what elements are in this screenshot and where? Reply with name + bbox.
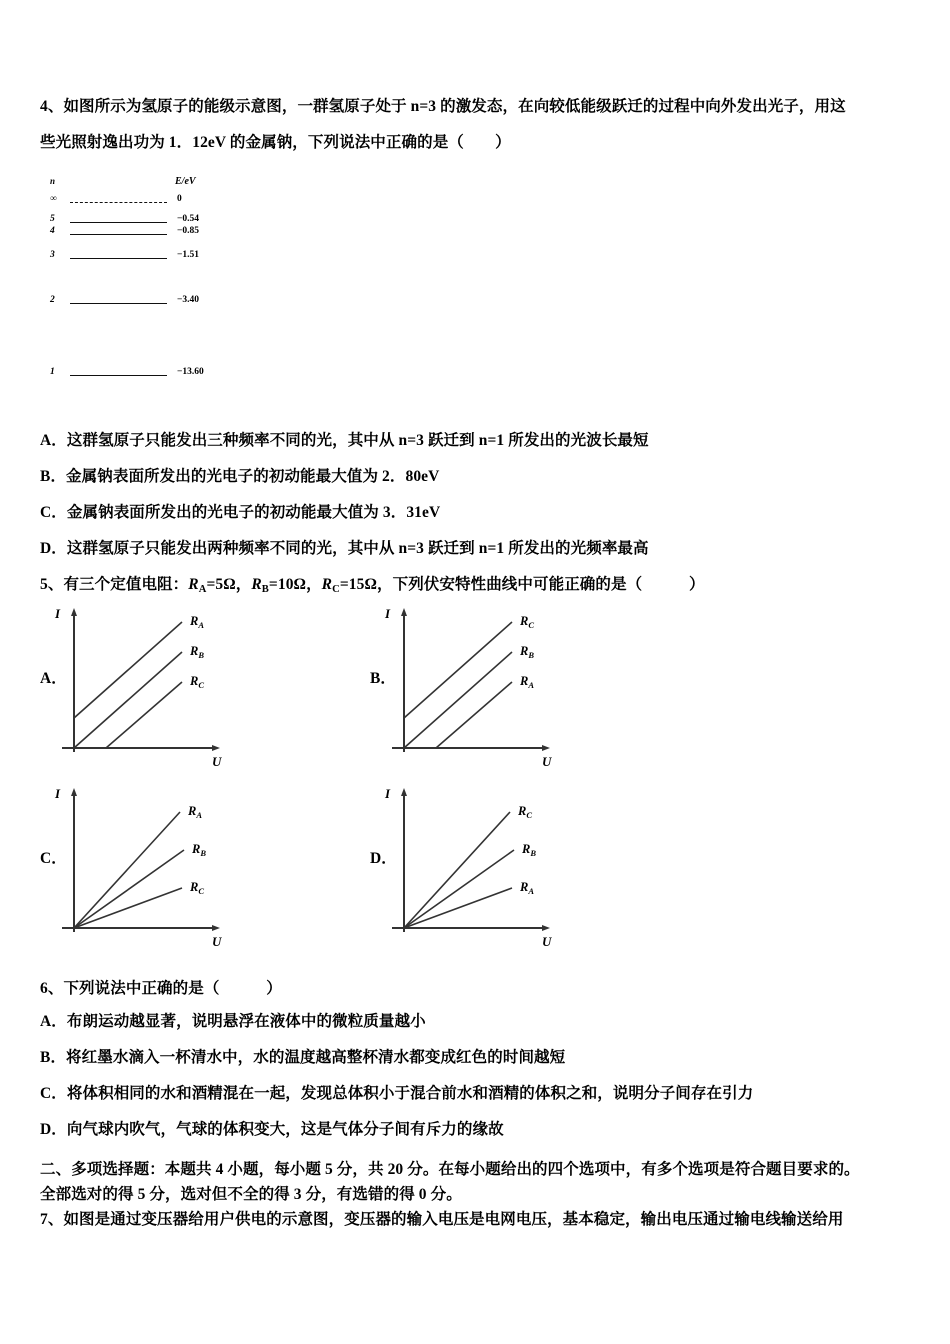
iv-curve-label: $R_A$ (188, 804, 203, 820)
resistor-c-value: =15Ω， (339, 576, 393, 593)
y-axis-arrow (401, 608, 407, 616)
iv-graph-a (40, 600, 340, 785)
option-label: A． (40, 1013, 67, 1030)
iv-curve (404, 652, 512, 748)
option-label: C． (40, 1085, 67, 1102)
option-text: 这群氢原子只能发出两种频率不同的光，其中从 n=3 跃迁到 n=1 所发出的光频率最高 (66, 540, 649, 557)
iv-curve-label: $R_B$ (192, 842, 207, 858)
iv-curve-label: $R_C$ (190, 674, 205, 690)
energy-level-row (44, 250, 244, 266)
x-axis-label: U (542, 934, 552, 949)
question-4-option-b (40, 464, 439, 486)
question-4-option-a (40, 428, 649, 450)
iv-graph-a-plot (54, 600, 277, 780)
x-axis-label: U (212, 934, 222, 949)
y-axis-label: I (384, 786, 390, 801)
x-axis-label: U (542, 754, 552, 769)
iv-curve (74, 622, 182, 718)
iv-curve (404, 850, 514, 928)
hydrogen-energy-level-diagram (44, 176, 244, 391)
option-text: 金属钠表面所发出的光电子的初动能最大值为 3．31eV (66, 504, 441, 521)
resistor-b-value: =10Ω， (268, 576, 322, 593)
option-text: 将红墨水滴入一杯清水中，水的温度越高整杯清水都变成红色的时间越短 (66, 1049, 566, 1066)
energy-level-line (70, 222, 167, 223)
y-axis-label: I (384, 606, 390, 621)
energy-level-n: 2 (50, 295, 55, 305)
question-5-stem-suffix: 下列伏安特性曲线中可能正确的是（ ） (392, 576, 705, 593)
iv-graph-c (40, 780, 340, 965)
energy-level-line (70, 258, 167, 259)
energy-level-value: 0 (177, 194, 182, 204)
energy-level-n: 5 (50, 214, 55, 224)
option-text: 这群氢原子只能发出三种频率不同的光，其中从 n=3 跃迁到 n=1 所发出的光波长最短 (66, 432, 649, 449)
iv-graph-b-plot (384, 600, 607, 780)
iv-graph-d (370, 780, 670, 965)
iv-graph-d-plot (384, 780, 607, 960)
x-axis-arrow (542, 925, 550, 931)
graph-choice-label: A． (40, 670, 67, 687)
option-text: 金属钠表面所发出的光电子的初动能最大值为 2．80eV (66, 468, 440, 485)
question-4-stem-line-1: 4、如图所示为氢原子的能级示意图，一群氢原子处于 n=3 的激发态，在向较低能级跃迁的过程中向外发出光子，用这 (40, 98, 846, 115)
energy-level-row (44, 194, 244, 210)
resistor-a-symbol: R (188, 576, 199, 593)
energy-level-row (44, 367, 244, 383)
iv-curve-label: $R_C$ (518, 804, 533, 820)
energy-level-line (70, 303, 167, 304)
iv-curve (74, 850, 184, 928)
energy-level-line (70, 234, 167, 235)
iv-graph-c-plot (54, 780, 277, 960)
graph-choice-label: C． (40, 850, 67, 867)
x-axis-label: U (212, 754, 222, 769)
iv-curve (74, 812, 180, 928)
question-6-option-b (40, 1045, 565, 1067)
iv-curve (404, 812, 510, 928)
energy-level-line (70, 375, 167, 376)
graph-choice-label: B． (370, 670, 396, 687)
resistor-b-subscript: B (261, 583, 269, 595)
energy-level-value: −1.51 (177, 250, 200, 260)
resistor-c-subscript: C (332, 583, 340, 595)
question-6-option-a (40, 1009, 426, 1031)
energy-level-row (44, 214, 244, 230)
question-6-stem: 6、下列说法中正确的是（ ） (40, 980, 282, 997)
section-2-heading-line-1: 二、多项选择题：本题共 4 小题，每小题 5 分，共 20 分。在每小题给出的四个选项中，有多个选项是符合题目要求的。 (40, 1161, 860, 1178)
resistor-a-value: =5Ω， (206, 576, 252, 593)
energy-level-value: −3.40 (177, 295, 200, 305)
option-text: 向气球内吹气，气球的体积变大，这是气体分子间有斥力的缘故 (66, 1121, 504, 1138)
y-axis-label: I (54, 606, 60, 621)
iv-curve (74, 652, 182, 748)
iv-curve-label: $R_B$ (522, 842, 537, 858)
energy-level-n: 3 (50, 250, 55, 260)
energy-level-value: −0.85 (177, 226, 200, 236)
energy-level-value: −0.54 (177, 214, 200, 224)
y-axis-arrow (71, 608, 77, 616)
option-label: A． (40, 432, 67, 449)
resistor-b-symbol: R (251, 576, 262, 593)
question-4-option-d (40, 536, 649, 558)
iv-curve-label: $R_A$ (190, 614, 205, 630)
iv-curve-label: $R_A$ (520, 880, 535, 896)
y-axis-label: I (54, 786, 60, 801)
energy-axis-n-label: n (50, 176, 56, 186)
energy-level-row (44, 226, 244, 242)
energy-level-n: 1 (50, 367, 55, 377)
resistor-c-symbol: R (321, 576, 333, 593)
question-4-option-c (40, 500, 440, 522)
iv-graph-b (370, 600, 670, 785)
question-7-stem-line-1: 7、如图是通过变压器给用户供电的示意图，变压器的输入电压是电网电压，基本稳定，输出电压通过输电线输送给用 (40, 1211, 844, 1228)
y-axis-arrow (71, 788, 77, 796)
x-axis-arrow (542, 745, 550, 751)
iv-curve (404, 888, 512, 928)
option-label: D． (40, 1121, 67, 1138)
question-4-stem-line-2: 些光照射逸出功为 1．12eV 的金属钠，下列说法中正确的是（ ） (40, 134, 511, 151)
iv-curve (404, 622, 512, 718)
option-text: 布朗运动越显著，说明悬浮在液体中的微粒质量越小 (66, 1013, 426, 1030)
energy-level-n: ∞ (50, 194, 57, 204)
iv-curve-label: $R_C$ (520, 614, 535, 630)
option-label: C． (40, 504, 67, 521)
question-6-option-c (40, 1081, 753, 1103)
iv-curve-label: $R_B$ (520, 644, 535, 660)
x-axis-arrow (212, 745, 220, 751)
option-label: B． (40, 468, 67, 485)
energy-level-row (44, 295, 244, 311)
iv-curve (106, 682, 182, 748)
energy-level-value: −13.60 (177, 367, 204, 377)
iv-curve-label: $R_C$ (190, 880, 205, 896)
graph-choice-label: D． (370, 850, 397, 867)
question-5-stem-prefix: 5、有三个定值电阻： (40, 576, 189, 593)
y-axis-arrow (401, 788, 407, 796)
option-label: D． (40, 540, 67, 557)
iv-curve (436, 682, 512, 748)
iv-curve-label: $R_B$ (190, 644, 205, 660)
energy-level-n: 4 (50, 226, 55, 236)
energy-level-line (70, 202, 167, 203)
iv-curve (74, 888, 182, 928)
section-2-heading-line-2: 全部选对的得 5 分，选对但不全的得 3 分，有选错的得 0 分。 (40, 1186, 462, 1203)
energy-axis-e-label: E/eV (175, 176, 196, 187)
resistor-a-subscript: A (198, 583, 207, 595)
option-label: B． (40, 1049, 67, 1066)
x-axis-arrow (212, 925, 220, 931)
option-text: 将体积相同的水和酒精混在一起，发现总体积小于混合前水和酒精的体积之和，说明分子间存在引力 (66, 1085, 754, 1102)
iv-curve-label: $R_A$ (520, 674, 535, 690)
question-6-option-d (40, 1117, 504, 1139)
